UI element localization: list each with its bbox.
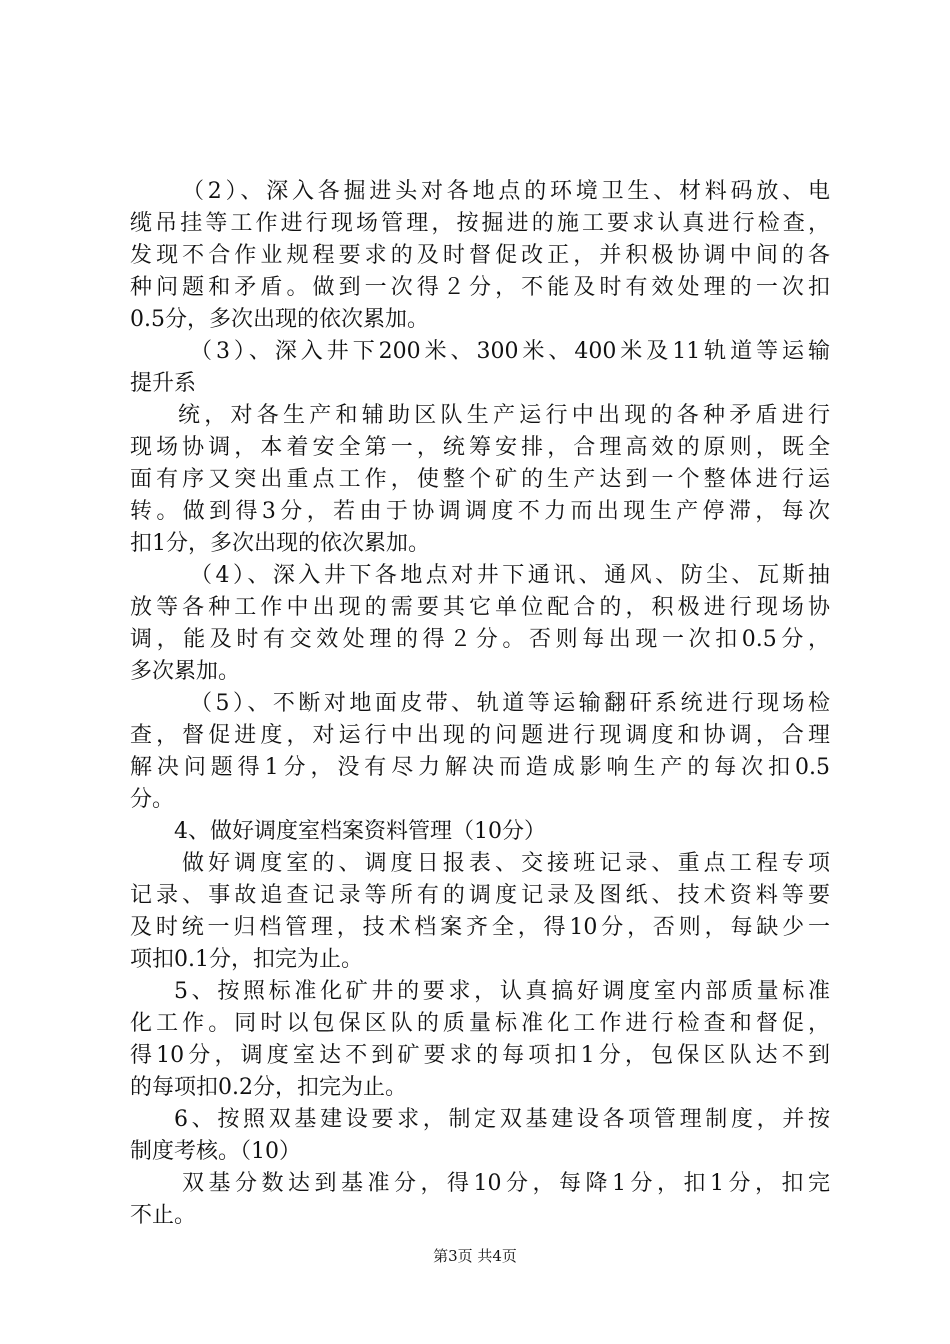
text-line: 解决问题得1分，没有尽力解决而造成影响生产的每次扣0.5 xyxy=(130,755,830,780)
document-body xyxy=(130,176,830,1232)
text-line: 化工作。同时以包保区队的质量标准化工作进行检查和督促， xyxy=(130,1011,830,1036)
text-line: （2）、深入各掘进头对各地点的环境卫生、材料码放、电 xyxy=(182,179,830,204)
text-line: 得10分，调度室达不到矿要求的每项扣1分，包保区队达不到 xyxy=(130,1043,830,1068)
text-line: 面有序又突出重点工作，使整个矿的生产达到一个整体进行运 xyxy=(130,467,830,492)
text-line: 分。 xyxy=(130,787,175,812)
text-line: 6、按照双基建设要求，制定双基建设各项管理制度，并按 xyxy=(174,1107,830,1132)
text-line: 多次累加。 xyxy=(130,659,241,684)
text-line: 发现不合作业规程要求的及时督促改正，并积极协调中间的各 xyxy=(130,243,830,268)
text-line: 0.5分，多次出现的依次累加。 xyxy=(130,307,429,332)
text-line: 双基分数达到基准分，得10分，每降1分，扣1分，扣完 xyxy=(182,1171,830,1196)
text-line: （5）、不断对地面皮带、轨道等运输翻矸系统进行现场检 xyxy=(190,691,830,716)
text-line: 扣1分，多次出现的依次累加。 xyxy=(130,531,430,556)
text-line: 4、做好调度室档案资料管理（10分） xyxy=(174,819,546,844)
text-line: 缆吊挂等工作进行现场管理，按掘进的施工要求认真进行检查， xyxy=(130,211,830,236)
text-line: 现场协调，本着安全第一，统筹安排，合理高效的原则，既全 xyxy=(130,435,830,460)
text-line: 项扣0.1分，扣完为止。 xyxy=(130,947,363,972)
text-line: （3）、深入井下200米、300米、400米及11轨道等运输 xyxy=(190,339,830,364)
text-line: 种问题和矛盾。做到一次得２分，不能及时有效处理的一次扣 xyxy=(130,275,830,300)
text-line: 转。做到得3分，若由于协调调度不力而出现生产停滞，每次 xyxy=(130,499,830,524)
text-line: 制度考核。（10） xyxy=(130,1139,301,1164)
text-line: 统，对各生产和辅助区队生产运行中出现的各种矛盾进行 xyxy=(178,403,830,428)
text-line: 记录、事故追查记录等所有的调度记录及图纸、技术资料等要 xyxy=(130,883,830,908)
text-line: 的每项扣0.2分，扣完为止。 xyxy=(130,1075,407,1100)
text-line: 提升系 xyxy=(130,371,197,396)
text-line: 查，督促进度，对运行中出现的问题进行现调度和协调，合理 xyxy=(130,723,830,748)
text-line: 5、按照标准化矿井的要求，认真搞好调度室内部质量标准 xyxy=(174,979,830,1004)
text-line: 调，能及时有交效处理的得２分。否则每出现一次扣0.5分， xyxy=(130,627,830,652)
text-line: 做好调度室的、调度日报表、交接班记录、重点工程专项 xyxy=(182,851,830,876)
text-line: 不止。 xyxy=(130,1203,197,1228)
text-line: 及时统一归档管理，技术档案齐全，得10分，否则，每缺少一 xyxy=(130,915,830,940)
text-line: 放等各种工作中出现的需要其它单位配合的，积极进行现场协 xyxy=(130,595,830,620)
text-line: （4）、深入井下各地点对井下通讯、通风、防尘、瓦斯抽 xyxy=(190,563,830,588)
page-footer: 第3页 共4页 xyxy=(433,1247,517,1265)
